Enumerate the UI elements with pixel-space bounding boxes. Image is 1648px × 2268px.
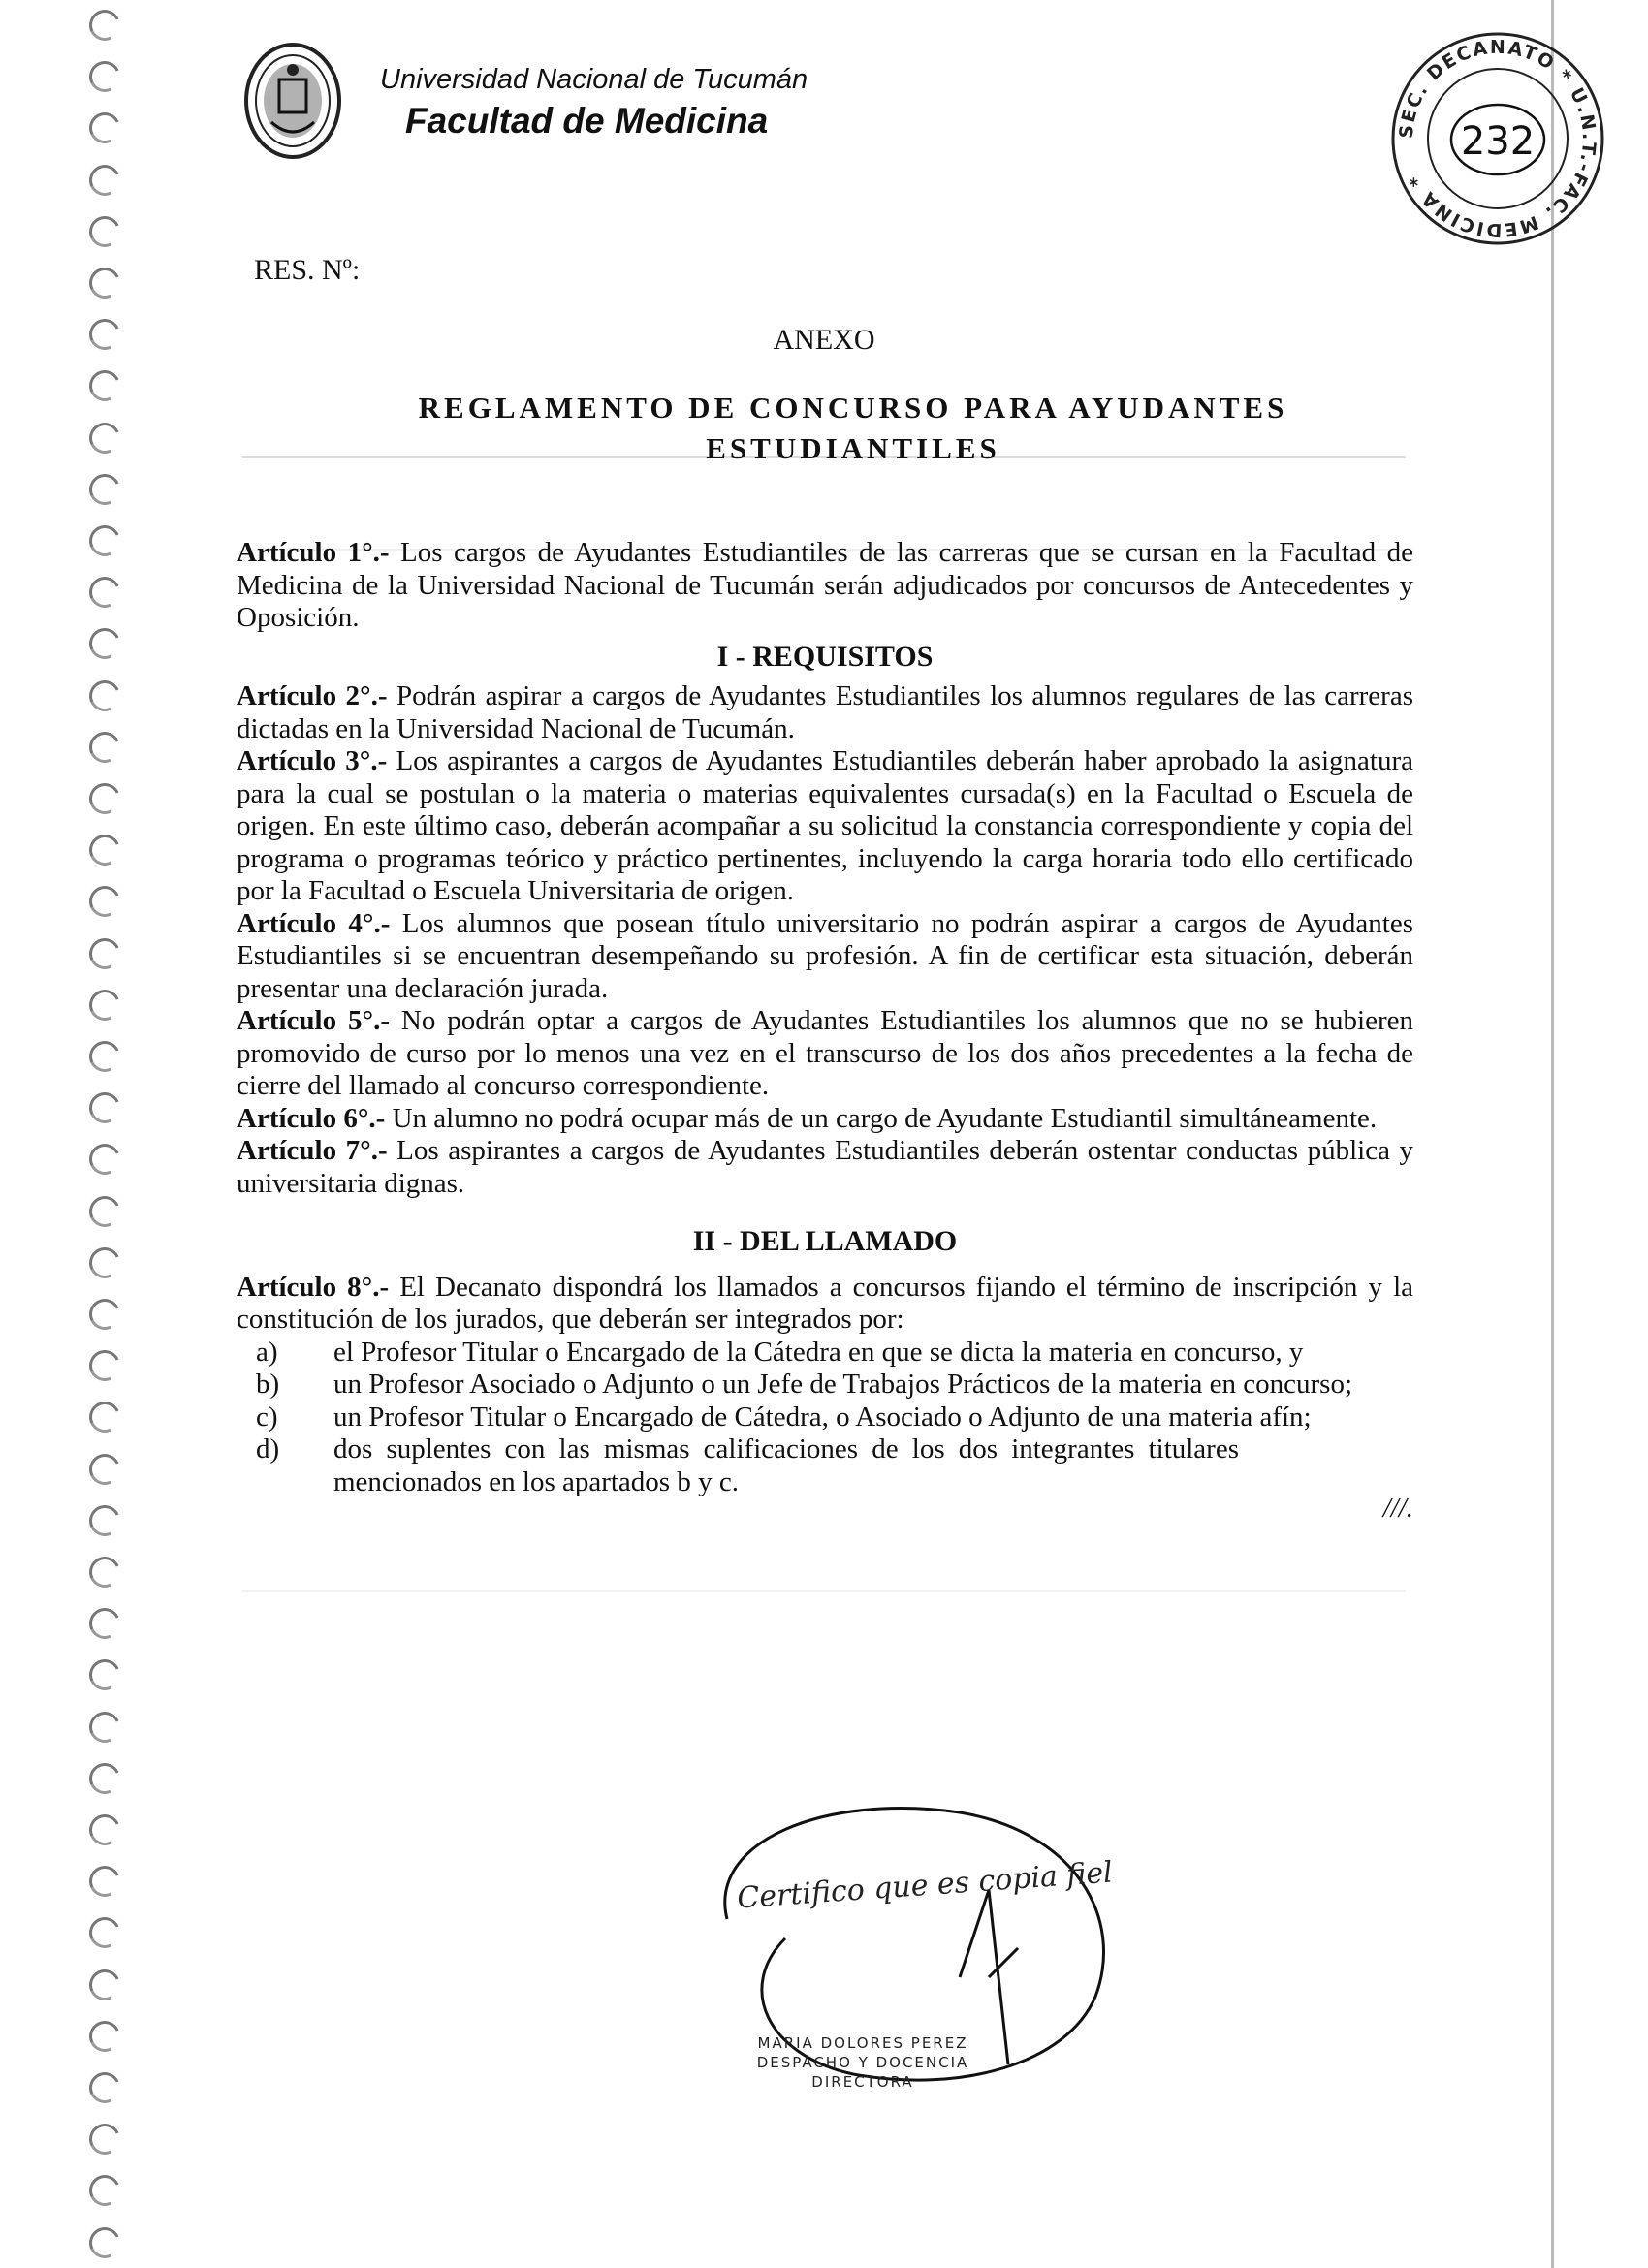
binding-hole: [84, 1810, 124, 1849]
faculty-stamp: [1386, 27, 1609, 250]
article-label: Artículo 1°.-: [237, 537, 390, 568]
article-label: Artículo 2°.-: [237, 680, 388, 711]
article-text: Un alumno no podrá ocupar más de un cargo de Ayudante Estudiantil simultáneamente.: [385, 1102, 1378, 1134]
article-5: [237, 1005, 1413, 1103]
article-7: [237, 1135, 1413, 1200]
binding-hole: [84, 1449, 124, 1489]
binding-hole: [84, 263, 124, 302]
document-body: [237, 537, 1413, 1526]
article-text: No podrán optar a cargos de Ayudantes Estudiantiles los alumnos que no se hubieren promovido de curso por lo menos una vez en el transcurso de los dos años precedentes a la fecha de cierre del llamado al concurso correspondiente.: [237, 1005, 1413, 1101]
binding-hole: [84, 1604, 124, 1644]
article-1: [237, 537, 1413, 635]
signatory-title: DIRECTORA: [811, 2073, 914, 2091]
article-label: Artículo 3°.-: [237, 745, 388, 776]
annex-heading: ANEXO: [773, 324, 875, 356]
section-heading-requisitos: I - REQUISITOS: [716, 640, 934, 673]
resolution-label: RES. Nº:: [254, 254, 361, 286]
article-label: Artículo 5°.-: [237, 1005, 391, 1036]
certification-note: Certifico que es copia fiel: [736, 1855, 1114, 1916]
list-item: [237, 1369, 1413, 1402]
list-item-text: el Profesor Titular o Encargado de la Cátedra en que se dicta la materia en concurso, y: [333, 1336, 1304, 1368]
list-item-label: d): [256, 1433, 280, 1465]
binding-hole: [84, 1707, 124, 1747]
binding-hole: [84, 1862, 124, 1902]
title-line-2: ESTUDIANTILES: [706, 431, 1000, 465]
binding-hole: [84, 882, 124, 922]
binding-hole: [84, 520, 124, 560]
binding-hole: [84, 1191, 124, 1231]
bleed-through-mark: [242, 1590, 1406, 1592]
jurado-list: [237, 1337, 1413, 1499]
article-6: [237, 1103, 1413, 1136]
article-2: [237, 680, 1413, 745]
binding-hole: [84, 1346, 124, 1386]
binding-hole: [84, 2171, 124, 2211]
list-item: [237, 1337, 1413, 1370]
binding-hole: [84, 1655, 124, 1695]
article-4: [237, 908, 1413, 1006]
signatory-name: MARIA DOLORES PEREZ: [757, 2034, 968, 2052]
binding-hole: [84, 778, 124, 818]
binding-hole: [84, 160, 124, 200]
binding-hole: [84, 418, 124, 457]
faculty-name: Facultad de Medicina: [405, 101, 769, 141]
binding-hole: [84, 1140, 124, 1180]
binding-hole: [84, 469, 124, 509]
binding-hole: [84, 831, 124, 870]
binding-hole: [84, 1294, 124, 1334]
article-label: Artículo 4°.-: [237, 907, 391, 939]
signatory-block: [39, 2033, 1648, 2092]
binding-hole: [84, 1088, 124, 1128]
section-heading-llamado: II - DEL LLAMADO: [692, 1225, 958, 1257]
list-item-label: a): [256, 1336, 278, 1368]
stamp-number: 232: [1460, 119, 1536, 164]
article-label: Artículo 6°.-: [237, 1102, 386, 1134]
article-text: Los cargos de Ayudantes Estudiantiles de las carreras que se cursan en la Facultad de Medicina de la Universidad Nacional de Tucumán serán adjudicados por concursos de Antecedentes y Oposición.: [237, 537, 1413, 633]
list-item-text: dos suplentes con las mismas calificaciones de los dos integrantes titulares mencionados en los apartados b y c.: [333, 1433, 1239, 1497]
university-seal-icon: [242, 41, 343, 161]
stamp-ring-text: SEC. DECANATO * U.N.T.-FAC. MEDICINA *: [1395, 36, 1600, 241]
binding-hole: [84, 985, 124, 1024]
binding-hole: [84, 211, 124, 251]
binding-hole: [84, 2222, 124, 2262]
list-item-text: un Profesor Asociado o Adjunto o un Jefe de Trabajos Prácticos de la materia en concurso;: [333, 1369, 1353, 1400]
binding-hole: [84, 1036, 124, 1076]
binding-hole: [84, 676, 124, 715]
list-item-label: c): [256, 1401, 278, 1433]
article-label: Artículo 7°.-: [237, 1135, 388, 1166]
article-text: Podrán aspirar a cargos de Ayudantes Estudiantiles los alumnos regulares de las carreras dictadas en la Universidad Nacional de Tucumán.: [237, 680, 1413, 744]
binding-hole: [84, 57, 124, 97]
binding-hole: [84, 1965, 124, 2004]
binding-hole: [84, 1913, 124, 1953]
binding-hole: [84, 1552, 124, 1591]
binding-hole: [84, 1398, 124, 1437]
binding-hole: [84, 1758, 124, 1798]
document-title: [320, 388, 1386, 469]
article-8: [237, 1272, 1413, 1337]
article-text: El Decanato dispondrá los llamados a concursos fijando el término de inscripción y la constitución de los jurados, que deberán ser integrados por:: [237, 1271, 1413, 1335]
article-text: Los aspirantes a cargos de Ayudantes Estudiantiles deberán haber aprobado la asignatura para la cual se postulan o la materia o materias equivalentes cursada(s) en la Facultad o Escuela de origen. En este último caso, deberán acompañar a su solicitud la constancia correspondiente y copia del programa o programas teórico y práctico pertinentes, incluyendo la carga horaria todo ello certificado por la Facultad o Escuela Universitaria de origen.: [237, 745, 1414, 906]
university-name: Universidad Nacional de Tucumán: [380, 64, 808, 95]
list-item-text: un Profesor Titular o Encargado de Cátedra, o Asociado o Adjunto de una materia afín;: [333, 1401, 1312, 1433]
binding-hole: [84, 1500, 124, 1540]
binding-hole: [84, 573, 124, 613]
article-label: Artículo 8°.-: [237, 1271, 390, 1303]
list-item: [237, 1402, 1413, 1434]
binding-hole: [84, 1243, 124, 1282]
binding-hole: [84, 5, 124, 45]
article-text: Los aspirantes a cargos de Ayudantes Estudiantiles deberán ostentar conductas pública y universitaria dignas.: [237, 1135, 1413, 1199]
title-line-1: REGLAMENTO DE CONCURSO PARA AYUDANTES: [418, 391, 1288, 425]
binding-hole: [84, 109, 124, 148]
binding-hole: [84, 933, 124, 973]
binding-hole: [84, 727, 124, 767]
article-text: Los alumnos que posean título universitario no podrán aspirar a cargos de Ayudantes Estudiantiles si se encuentran desempeñando su profesión. A fin de certificar esta situación, deberán presentar una declaración jurada.: [237, 907, 1413, 1004]
article-3: [237, 745, 1413, 908]
binding-hole: [84, 624, 124, 664]
binding-hole: [84, 2120, 124, 2159]
list-item: [237, 1433, 1413, 1498]
continuation-mark: ///.: [1382, 1493, 1413, 1524]
binding-hole: [84, 366, 124, 406]
list-item-label: b): [256, 1369, 280, 1400]
signatory-office: DESPACHO Y DOCENCIA: [756, 2054, 969, 2071]
